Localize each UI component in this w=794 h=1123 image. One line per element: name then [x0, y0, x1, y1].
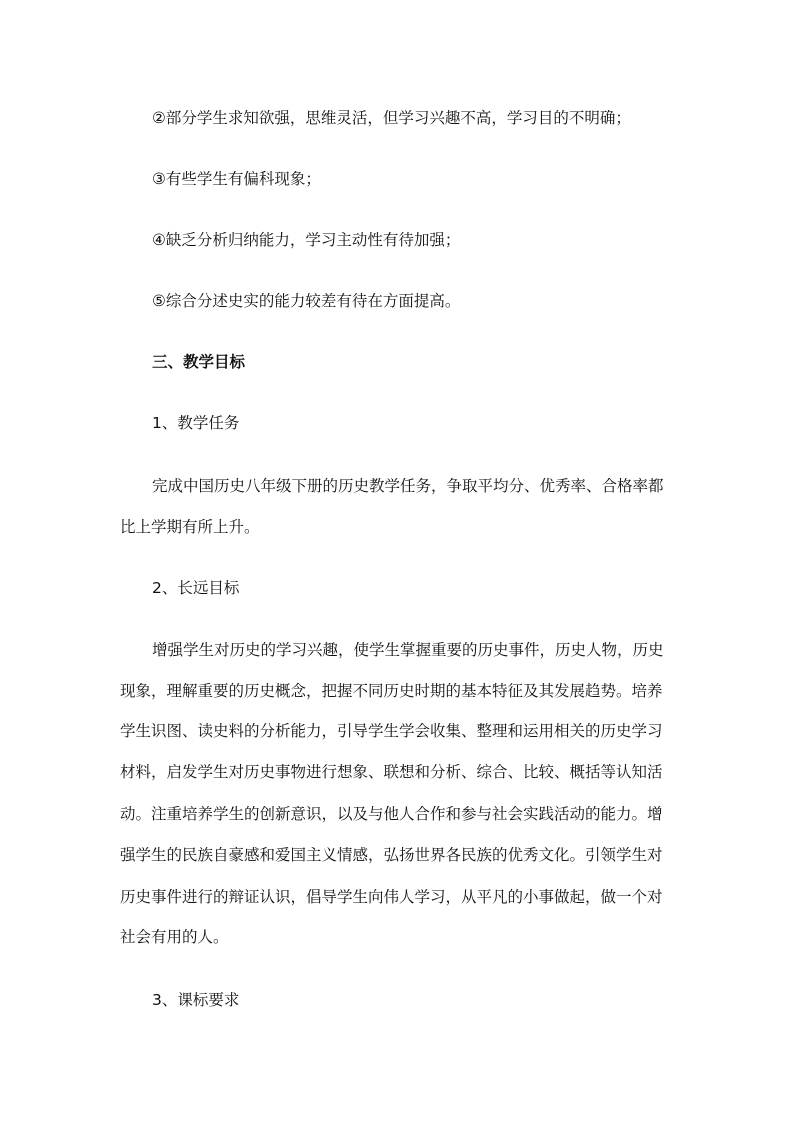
list-item-4: ④缺乏分析归纳能力，学习主动性有待加强； — [152, 231, 461, 249]
list-item-2: ②部分学生求知欲强，思维灵活，但学习兴趣不高，学习目的不明确； — [152, 109, 631, 127]
list-item-5: ⑤综合分述史实的能力较差有待在方面提高。 — [152, 292, 461, 310]
section-heading: 三、教学目标 — [152, 353, 246, 371]
paragraph-line: 强学生的民族自豪感和爱国主义情感，弘扬世界各民族的优秀文化。引领学生对 — [120, 846, 663, 864]
list-item-3: ③有些学生有偏科现象； — [152, 170, 321, 188]
paragraph-line: 完成中国历史八年级下册的历史教学任务，争取平均分、优秀率、合格率都 — [152, 477, 664, 495]
paragraph-line: 社会有用的人。 — [120, 928, 229, 946]
paragraph-line: 学生识图、读史料的分析能力，引导学生学会收集、整理和运用相关的历史学习 — [120, 722, 663, 740]
subsection-title-teaching-task: 1、教学任务 — [152, 414, 240, 432]
subsection-title-long-term-goal: 2、长远目标 — [152, 579, 240, 597]
subsection-title-curriculum-requirements: 3、课标要求 — [152, 991, 240, 1009]
paragraph-line: 增强学生对历史的学习兴趣，使学生掌握重要的历史事件，历史人物，历史 — [152, 641, 664, 659]
paragraph-line: 历史事件进行的辩证认识，倡导学生向伟人学习，从平凡的小事做起，做一个对 — [120, 888, 663, 906]
paragraph-line: 材料，启发学生对历史事物进行想象、联想和分析、综合、比较、概括等认知活 — [120, 763, 663, 781]
paragraph-line: 比上学期有所上升。 — [120, 518, 260, 536]
paragraph-line: 现象，理解重要的历史概念，把握不同历史时期的基本特征及其发展趋势。培养 — [120, 682, 663, 700]
paragraph-line: 动。注重培养学生的创新意识，以及与他人合作和参与社会实践活动的能力。增 — [120, 805, 663, 823]
